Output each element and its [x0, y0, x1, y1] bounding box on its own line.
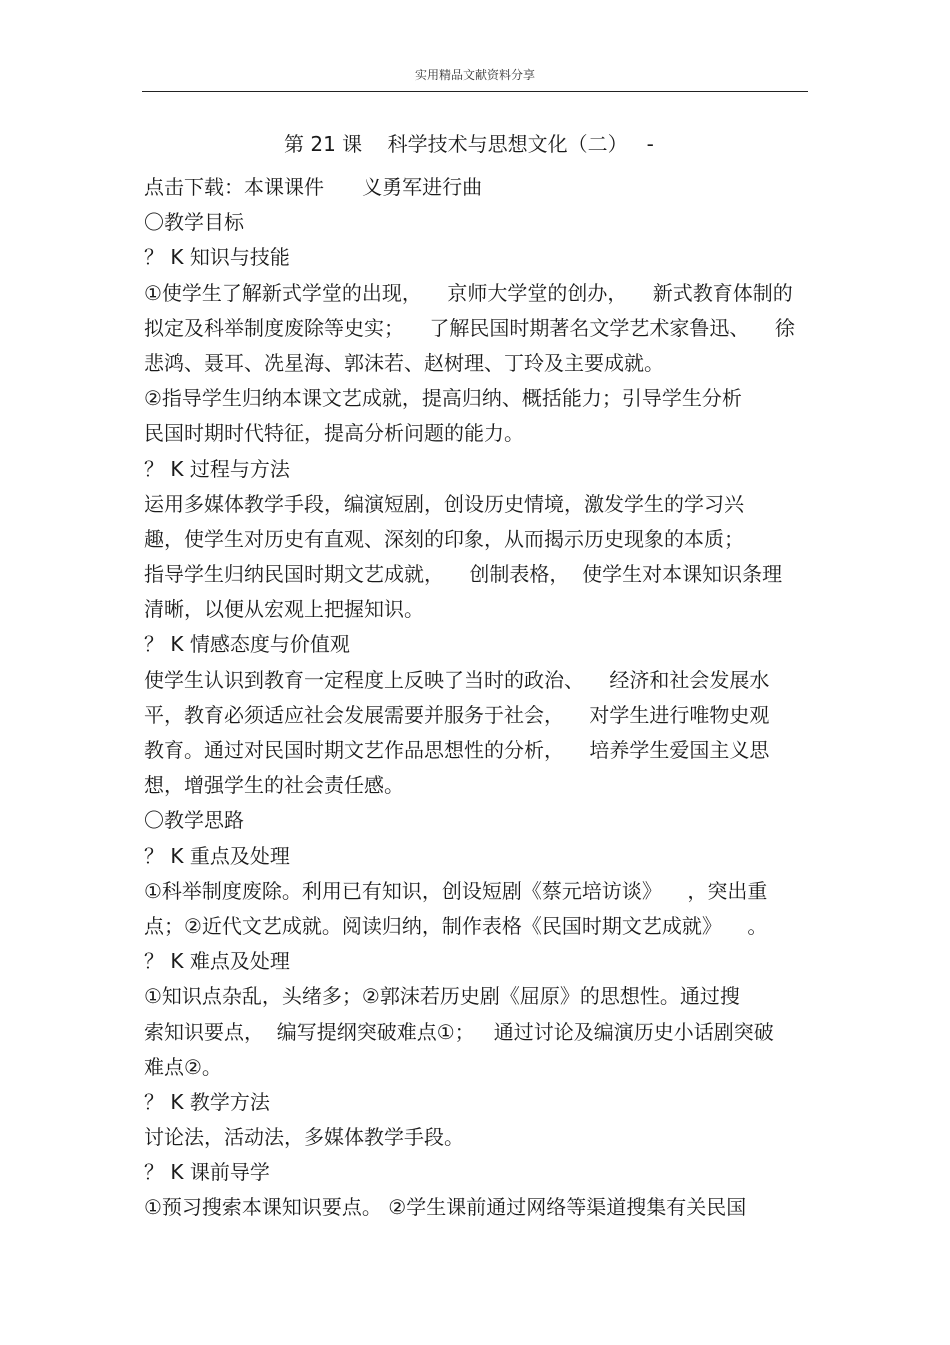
subsection-heading: ？ K 教学方法	[144, 1089, 270, 1114]
subsection-heading: ？ K 难点及处理	[144, 949, 290, 974]
body-line: 索知识要点， 编写提纲突破难点①； 通过讨论及编演历史小话剧突破	[144, 1019, 774, 1044]
lesson-title: 第 21 课 科学技术与思想文化（二） -	[284, 132, 654, 156]
body-line: 使学生认识到教育一定程度上反映了当时的政治、 经济和社会发展水	[144, 667, 770, 692]
body-line: 拟定及科举制度废除等史实； 了解民国时期著名文学艺术家鲁迅、 徐	[144, 315, 795, 340]
body-line: 难点②。	[144, 1054, 222, 1079]
document-body	[144, 170, 804, 1226]
body-line: ①预习搜索本课知识要点。 ②学生课前通过网络等渠道搜集有关民国	[144, 1195, 747, 1220]
body-line: 趣，使学生对历史有直观、深刻的印象，从而揭示历史现象的本质；	[144, 526, 744, 551]
subsection-heading: ？ K 情感态度与价值观	[144, 632, 350, 657]
subsection-heading: ？ K 过程与方法	[144, 456, 290, 481]
page-header: 实用精品文献资料分享	[414, 68, 535, 82]
body-line: ①使学生了解新式学堂的出现， 京师大学堂的创办， 新式教育体制的	[144, 280, 793, 305]
body-line: 悲鸿、聂耳、冼星海、郭沫若、赵树理、丁玲及主要成就。	[144, 350, 664, 375]
body-line: ②指导学生归纳本课文艺成就，提高归纳、概括能力；引导学生分析	[144, 386, 742, 411]
section-heading: 〇教学思路	[144, 808, 244, 833]
body-line: 想，增强学生的社会责任感。	[144, 773, 404, 798]
body-line: 民国时期时代特征，提高分析问题的能力。	[144, 421, 524, 446]
body-line: 指导学生归纳民国时期文艺成就， 创制表格， 使学生对本课知识条理	[144, 562, 783, 587]
header-divider	[142, 91, 808, 92]
section-heading: 〇教学目标	[144, 210, 244, 235]
download-line[interactable]: 点击下载：本课课件 义勇军进行曲	[144, 175, 483, 199]
body-line: 点；②近代文艺成就。阅读归纳，制作表格《民国时期文艺成就》 。	[144, 913, 768, 938]
subsection-heading: ？ K 课前导学	[144, 1160, 270, 1185]
body-line: ①科举制度废除。利用已有知识，创设短剧《蔡元培访谈》 ，突出重	[144, 878, 768, 903]
body-line: 讨论法，活动法，多媒体教学手段。	[144, 1125, 464, 1150]
body-line: ①知识点杂乱，头绪多；②郭沫若历史剧《屈原》的思想性。通过搜	[144, 984, 740, 1009]
body-line: 清晰，以便从宏观上把握知识。	[144, 597, 424, 622]
subsection-heading: ？ K 知识与技能	[144, 245, 290, 270]
body-line: 平，教育必须适应社会发展需要并服务于社会， 对学生进行唯物史观	[144, 702, 770, 727]
subsection-heading: ？ K 重点及处理	[144, 843, 290, 868]
body-line: 运用多媒体教学手段，编演短剧，创设历史情境，激发学生的学习兴	[144, 491, 744, 516]
body-line: 教育。通过对民国时期文艺作品思想性的分析， 培养学生爱国主义思	[144, 738, 770, 762]
